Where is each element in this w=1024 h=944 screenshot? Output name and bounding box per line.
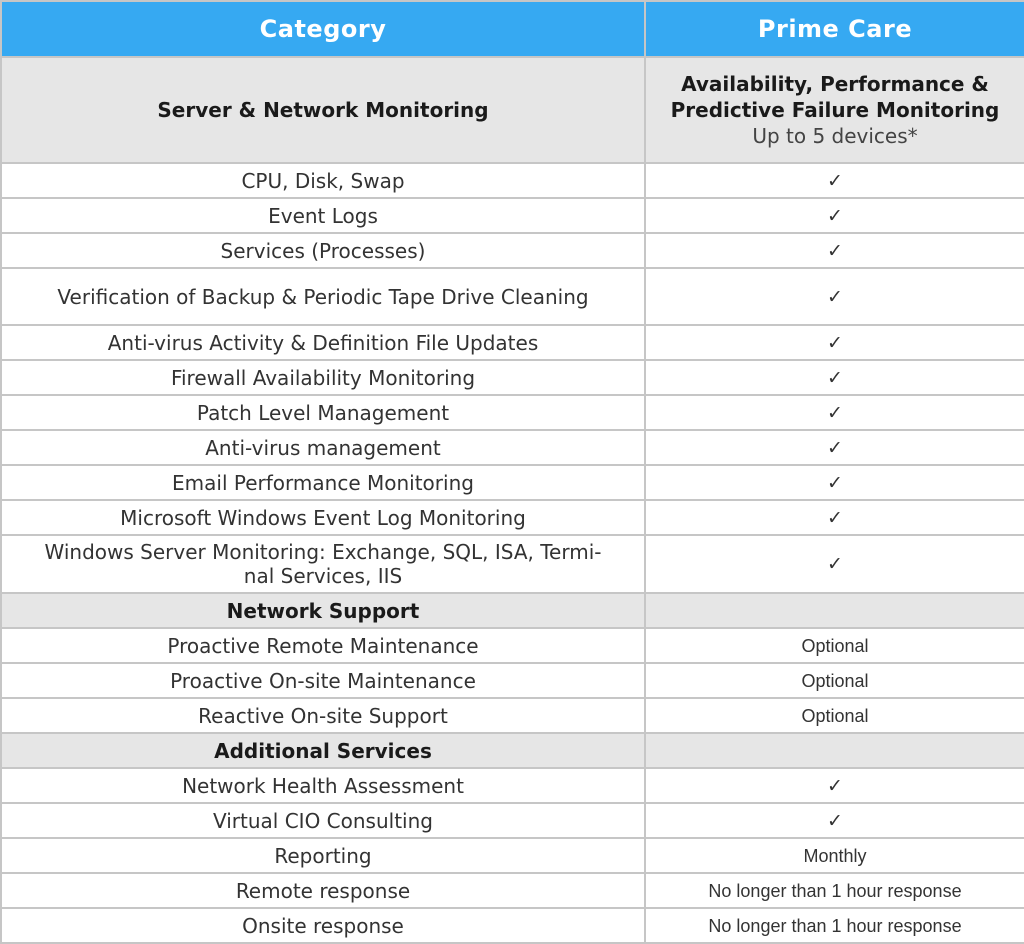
row-check-icon: ✓ <box>645 198 1024 233</box>
row-check-icon: ✓ <box>645 360 1024 395</box>
section-title: Additional Services <box>1 733 645 768</box>
table-row <box>1 838 1024 873</box>
plan-description-line2: Predictive Failure Monitoring <box>670 98 1000 122</box>
row-value: Monthly <box>645 838 1024 873</box>
table-header-row <box>1 1 1024 57</box>
section-row-network-support <box>1 593 1024 628</box>
row-label-line2: nal Services, IIS <box>243 564 403 588</box>
category-column-header: Category <box>1 1 645 57</box>
row-value: Optional <box>645 663 1024 698</box>
section-empty-cell <box>645 593 1024 628</box>
row-check-icon: ✓ <box>645 325 1024 360</box>
row-label: Event Logs <box>1 198 645 233</box>
table-row <box>1 908 1024 943</box>
table-row <box>1 873 1024 908</box>
row-label: Services (Processes) <box>1 233 645 268</box>
row-label: Proactive Remote Maintenance <box>1 628 645 663</box>
row-label: Email Performance Monitoring <box>1 465 645 500</box>
intro-row <box>1 57 1024 163</box>
row-label: Firewall Availability Monitoring <box>1 360 645 395</box>
row-value: Optional <box>645 698 1024 733</box>
table-row <box>1 163 1024 198</box>
row-label: Patch Level Management <box>1 395 645 430</box>
row-label: Reporting <box>1 838 645 873</box>
row-label: Reactive On-site Support <box>1 698 645 733</box>
table-row <box>1 360 1024 395</box>
row-label: Anti-virus Activity & Definition File Updates <box>1 325 645 360</box>
row-value: No longer than 1 hour response <box>645 873 1024 908</box>
table-row <box>1 535 1024 593</box>
section-row-additional-services <box>1 733 1024 768</box>
row-check-icon: ✓ <box>645 163 1024 198</box>
table-row <box>1 465 1024 500</box>
row-value: Optional <box>645 628 1024 663</box>
table-row <box>1 233 1024 268</box>
row-check-icon: ✓ <box>645 500 1024 535</box>
table-row <box>1 663 1024 698</box>
row-label: Proactive On-site Maintenance <box>1 663 645 698</box>
table-row <box>1 325 1024 360</box>
plan-description-line1: Availability, Performance & <box>681 72 989 96</box>
table-row <box>1 395 1024 430</box>
row-value: No longer than 1 hour response <box>645 908 1024 943</box>
table-row <box>1 430 1024 465</box>
row-label: Verification of Backup & Periodic Tape Drive Cleaning <box>1 268 645 325</box>
row-label: CPU, Disk, Swap <box>1 163 645 198</box>
section-empty-cell <box>645 733 1024 768</box>
table-row <box>1 768 1024 803</box>
row-label: Microsoft Windows Event Log Monitoring <box>1 500 645 535</box>
row-check-icon: ✓ <box>645 233 1024 268</box>
table-row <box>1 500 1024 535</box>
table-row <box>1 803 1024 838</box>
row-label: Onsite response <box>1 908 645 943</box>
row-label: Virtual CIO Consulting <box>1 803 645 838</box>
intro-category: Server & Network Monitoring <box>1 57 645 163</box>
row-check-icon: ✓ <box>645 803 1024 838</box>
row-label-cell <box>1 535 645 593</box>
intro-plan-cell <box>645 57 1024 163</box>
table-row <box>1 268 1024 325</box>
plan-column-header: Prime Care <box>645 1 1024 57</box>
table-row <box>1 198 1024 233</box>
row-check-icon: ✓ <box>645 268 1024 325</box>
row-check-icon: ✓ <box>645 465 1024 500</box>
row-label: Network Health Assessment <box>1 768 645 803</box>
row-check-icon: ✓ <box>645 768 1024 803</box>
row-label-line1: Windows Server Monitoring: Exchange, SQL, ISA, Termi- <box>44 540 602 564</box>
table-row <box>1 698 1024 733</box>
row-check-icon: ✓ <box>645 535 1024 593</box>
row-check-icon: ✓ <box>645 395 1024 430</box>
section-title: Network Support <box>1 593 645 628</box>
plan-device-note: Up to 5 devices* <box>752 124 918 148</box>
row-label: Remote response <box>1 873 645 908</box>
row-label: Anti-virus management <box>1 430 645 465</box>
table-row <box>1 628 1024 663</box>
row-check-icon: ✓ <box>645 430 1024 465</box>
